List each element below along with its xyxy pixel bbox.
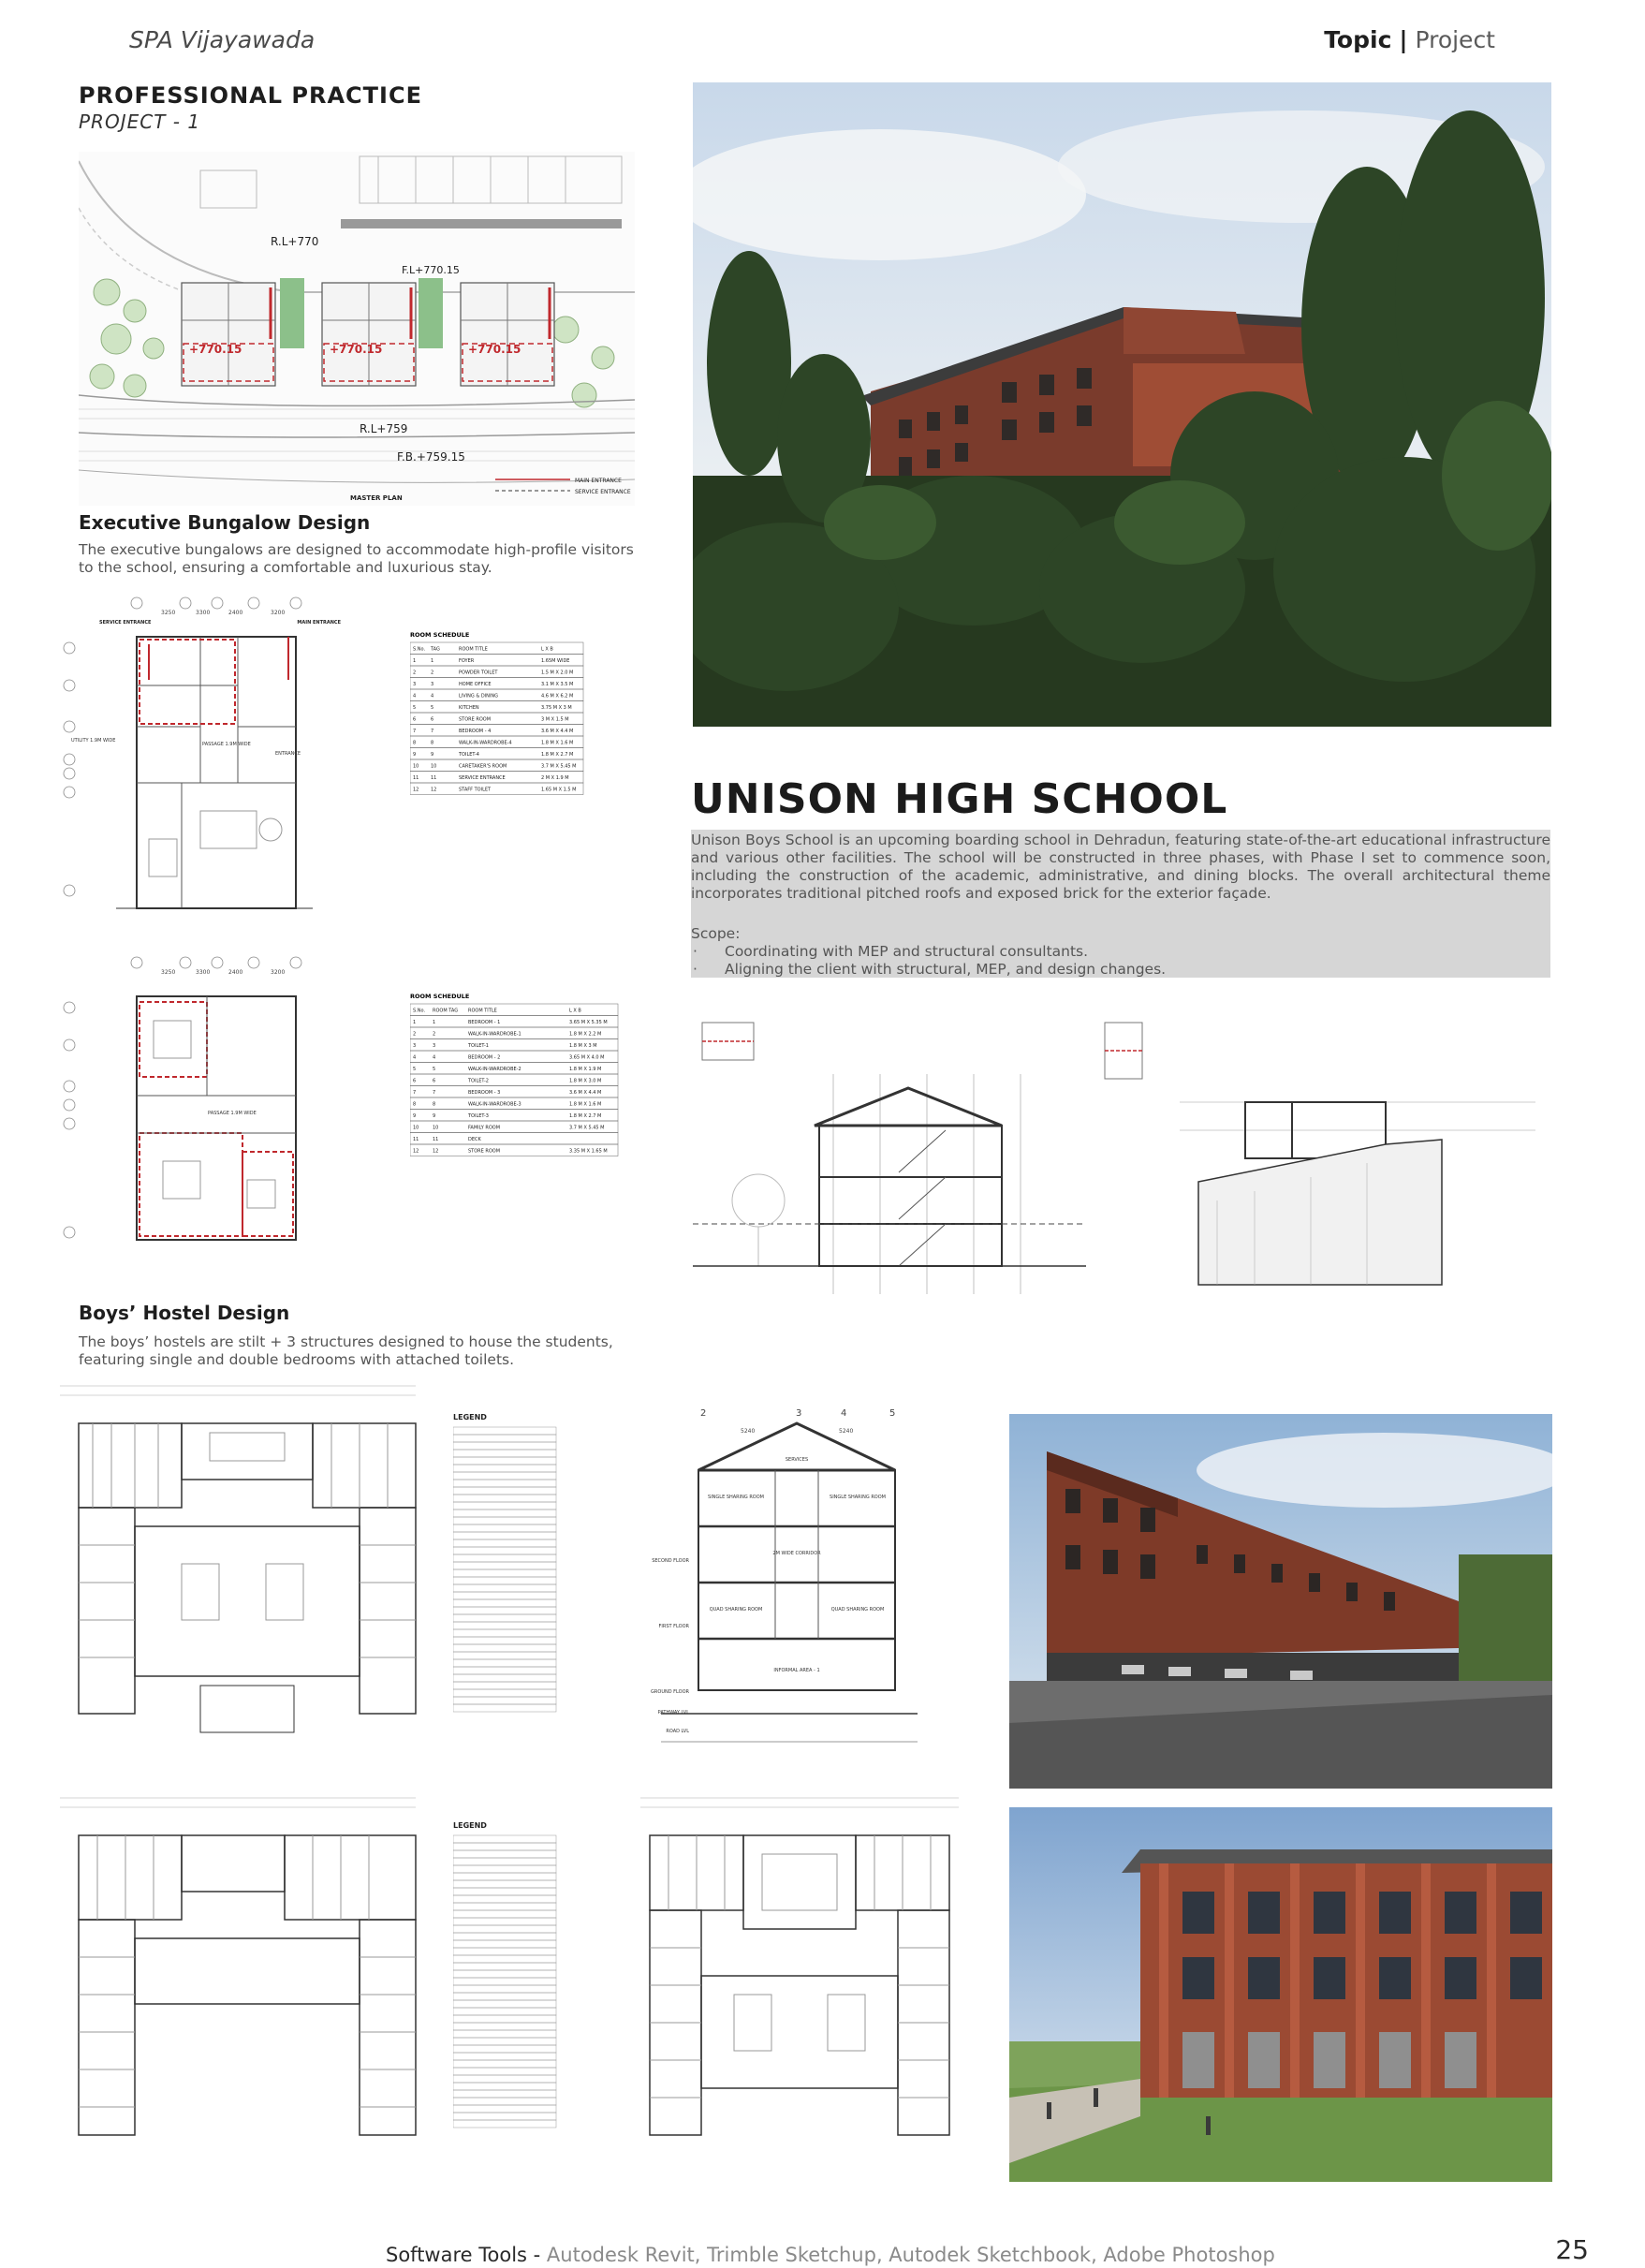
legend-row: [453, 1450, 556, 1457]
schedule-cell: 3: [413, 1043, 417, 1049]
section-label: QUAD SHARING ROOM: [830, 1607, 885, 1613]
hostel-description: The boys’ hostels are stilt + 3 structures designed to house the students, featuring single and double bedrooms with attached toilets.: [79, 1333, 613, 1368]
schedule-cell: TOILET-3: [468, 1113, 489, 1119]
legend-row: [453, 1674, 556, 1682]
schedule-cell: 9: [413, 752, 417, 758]
dim-label: 3250: [161, 610, 176, 616]
plan-label-master: MASTER PLAN: [350, 494, 403, 502]
schedule-cell: 5: [433, 1067, 436, 1072]
legend-row: [453, 1895, 556, 1903]
schedule-cell: 3.6 M X 4.4 M: [569, 1090, 602, 1096]
schedule-cell: 5: [413, 1067, 417, 1072]
dim-label: 3250: [161, 969, 176, 976]
schedule-cell: 9: [431, 752, 434, 758]
schedule-cell: S.No.: [413, 1008, 426, 1014]
schedule-cell: 5: [413, 705, 417, 711]
schedule-cell: 7: [433, 1090, 436, 1096]
legend-row: [453, 1465, 556, 1472]
schedule-cell: WALK-IN-WARDROBE-1: [468, 1031, 521, 1038]
schedule-cell: 10: [433, 1125, 439, 1131]
plan-label-service-entrance: SERVICE ENTRANCE: [99, 620, 152, 626]
legend-row: [453, 1614, 556, 1622]
scope-list: [691, 943, 1166, 979]
schedule-cell: 3.35 M X 1.65 M: [569, 1148, 608, 1155]
legend-row: [453, 1547, 556, 1554]
schedule-cell: BEDROOM - 3: [468, 1090, 501, 1096]
footer-tools: Autodesk Revit, Trimble Sketchup, Autodek Sketchbook, Adobe Photoshop: [546, 2244, 1275, 2266]
legend-row: [453, 1629, 556, 1637]
legend-label: LEGEND: [453, 1413, 487, 1421]
legend-row: [453, 1644, 556, 1652]
footer-label: Software Tools -: [386, 2244, 541, 2266]
legend-row: [453, 1472, 556, 1480]
schedule-cell: 7: [431, 729, 434, 734]
schedule-cell: 1: [431, 658, 434, 664]
schedule-cell: 11: [431, 775, 437, 781]
topic-value: Project: [1415, 26, 1495, 53]
schedule-cell: TOILET-1: [468, 1043, 489, 1049]
schedule-cell: 2: [433, 1031, 436, 1038]
hostel-legend-1: [453, 1412, 594, 1721]
legend-row: [453, 1502, 556, 1510]
schedule-cell: 1.8 M X 2.7 M: [541, 752, 574, 758]
room-schedule-2: [410, 991, 622, 1157]
schedule-cell: 4: [413, 693, 417, 700]
schedule-cell: 3.75 M X 3 M: [541, 705, 572, 711]
master-plan-drawing: [79, 152, 635, 506]
schedule-cell: STORE ROOM: [468, 1148, 501, 1155]
schedule-cell: 6: [413, 1078, 417, 1084]
legend-row: [453, 1888, 556, 1895]
schedule-cell: 3.65 M X 4.0 M: [569, 1054, 605, 1061]
schedule-cell: 1: [413, 658, 417, 664]
legend-row: [453, 1584, 556, 1592]
topic-key: Topic: [1324, 26, 1392, 53]
schedule-cell: ROOM TAG: [433, 1008, 459, 1014]
legend-row: [453, 1925, 556, 1933]
schedule-cell: FAMILY ROOM: [468, 1125, 501, 1131]
section-label: SINGLE SHARING ROOM: [830, 1495, 886, 1500]
schedule-cell: 1.8 M X 3 M: [569, 1043, 597, 1049]
level-label: ROAD LVL: [666, 1729, 689, 1734]
scope-item: · Aligning the client with structural, MEP, and design changes.: [691, 961, 1166, 979]
school-title: UNISON HIGH SCHOOL: [691, 775, 1228, 823]
schedule-cell: 1.8 M X 1.6 M: [569, 1101, 602, 1108]
schedule-cell: BEDROOM - 1: [468, 1020, 501, 1025]
level-label: SECOND FLOOR: [652, 1558, 689, 1564]
legend-row: [453, 1704, 556, 1712]
legend-row: [453, 1427, 556, 1435]
legend-row: [453, 2075, 556, 2083]
section-label: INFORMAL AREA - 1: [773, 1668, 820, 1673]
legend-row: [453, 1850, 556, 1858]
schedule-cell: KITCHEN: [459, 705, 479, 711]
plan-label-service-entrance: SERVICE ENTRANCE: [575, 489, 631, 495]
schedule-title: ROOM SCHEDULE: [410, 993, 470, 1000]
hostel-render-1: [1009, 1414, 1552, 1789]
schedule-cell: WALK-IN-WARDROBE-4: [459, 740, 512, 746]
legend-row: [453, 2090, 556, 2098]
schedule-cell: 12: [413, 1148, 419, 1155]
schedule-cell: 5: [431, 705, 434, 711]
level-label: PATHWAY LVL: [657, 1710, 689, 1716]
plan-label-main-entrance: MAIN ENTRANCE: [575, 478, 622, 484]
schedule-cell: 6: [431, 716, 434, 723]
dim-label: 3200: [271, 969, 286, 976]
plan-label-utility: UTILITY 1.9M WIDE: [71, 738, 116, 744]
section-label: SERVICES: [785, 1457, 809, 1463]
schedule-cell: 12: [433, 1148, 439, 1155]
plan-label-fl: +770.15: [330, 343, 383, 356]
legend-row: [453, 1532, 556, 1539]
plan-label-fb: F.B.+759.15: [397, 450, 465, 464]
plan-label-fl: +770.15: [468, 343, 521, 356]
dim-label: 2400: [228, 969, 243, 976]
bungalow-description: The executive bungalows are designed to accommodate high-profile visitors to the school, ensuring a comfortable and luxurious stay.: [79, 541, 634, 576]
site-sections-drawing: [693, 1013, 1535, 1294]
schedule-cell: 2 M X 1.9 M: [541, 775, 569, 781]
bungalow-heading: Executive Bungalow Design: [79, 511, 371, 534]
legend-row: [453, 2113, 556, 2120]
legend-row: [453, 2120, 556, 2128]
legend-label: LEGEND: [453, 1821, 487, 1830]
legend-row: [453, 1480, 556, 1487]
plan-label-main-entrance: MAIN ENTRANCE: [297, 620, 341, 626]
schedule-cell: 8: [413, 740, 417, 746]
legend-row: [453, 2060, 556, 2068]
schedule-cell: 8: [433, 1101, 436, 1108]
legend-row: [453, 1667, 556, 1674]
schedule-cell: DECK: [468, 1137, 481, 1142]
legend-row: [453, 2068, 556, 2075]
legend-row: [453, 1993, 556, 2000]
schedule-cell: 1.8 M X 3.0 M: [569, 1078, 602, 1084]
schedule-cell: 4: [413, 1054, 417, 1061]
schedule-cell: 6: [433, 1078, 436, 1084]
schedule-row: [410, 1133, 618, 1145]
legend-row: [453, 1955, 556, 1963]
schedule-cell: 8: [413, 1101, 417, 1108]
legend-row: [453, 1539, 556, 1547]
legend-row: [453, 1940, 556, 1948]
schedule-cell: 3: [433, 1043, 436, 1049]
dim-label: 5240: [741, 1428, 756, 1435]
legend-row: [453, 1569, 556, 1577]
legend-row: [453, 1435, 556, 1442]
schedule-cell: 2: [413, 1031, 417, 1038]
hostel-render-2: [1009, 1807, 1552, 2182]
legend-row: [453, 1592, 556, 1599]
schedule-cell: 10: [413, 1125, 419, 1131]
legend-row: [453, 1495, 556, 1502]
schedule-cell: STORE ROOM: [459, 716, 492, 723]
legend-row: [453, 1978, 556, 1985]
plan-label-entrance: ENTRANCE: [275, 751, 301, 757]
schedule-cell: L X B: [541, 646, 553, 653]
schedule-cell: 1.8 M X 2.2 M: [569, 1031, 602, 1038]
hostel-second-plan: [631, 1789, 968, 2163]
schedule-cell: WALK-IN-WARDROBE-2: [468, 1067, 521, 1072]
schedule-cell: 4.6 M X 6.2 M: [541, 693, 574, 700]
schedule-cell: 3 M X 1.5 M: [541, 716, 569, 723]
dim-label: 3200: [271, 610, 286, 616]
legend-row: [453, 2083, 556, 2090]
legend-row: [453, 1689, 556, 1697]
legend-row: [453, 1487, 556, 1495]
legend-row: [453, 1510, 556, 1517]
practice-title: PROFESSIONAL PRACTICE: [79, 82, 422, 109]
section-label: SINGLE SHARING ROOM: [708, 1495, 764, 1500]
legend-row: [453, 2030, 556, 2038]
schedule-cell: 1.65 M X 1.5 M: [541, 787, 577, 793]
schedule-cell: 3.7 M X 5.45 M: [541, 763, 577, 770]
legend-row: [453, 1599, 556, 1607]
legend-row: [453, 1442, 556, 1450]
legend-row: [453, 1577, 556, 1584]
scope-block: [691, 925, 1166, 979]
legend-row: [453, 1524, 556, 1532]
page-number: 25: [1555, 2234, 1589, 2265]
legend-row: [453, 1910, 556, 1918]
practice-subtitle: PROJECT - 1: [79, 110, 201, 133]
legend-row: [453, 1880, 556, 1888]
schedule-cell: SERVICE ENTRANCE: [459, 775, 506, 781]
hostel-legend-2: [453, 1820, 594, 2139]
schedule-cell: 3.65 M X 5.35 M: [569, 1020, 608, 1025]
legend-row: [453, 2000, 556, 2008]
schedule-cell: 3.1 M X 3.5 M: [541, 682, 574, 687]
topic-separator: |: [1399, 26, 1408, 53]
schedule-cell: 1.8 M X 2.7 M: [569, 1113, 602, 1119]
legend-row: [453, 1517, 556, 1524]
legend-row: [453, 1903, 556, 1910]
hostel-first-plan: [41, 1789, 434, 2163]
legend-row: [453, 1622, 556, 1629]
legend-row: [453, 1652, 556, 1659]
schedule-cell: 10: [431, 763, 437, 770]
schedule-cell: 1: [413, 1020, 417, 1025]
schedule-cell: 3.7 M X 5.45 M: [569, 1125, 605, 1131]
schedule-cell: ROOM TITLE: [459, 646, 488, 653]
schedule-cell: 9: [433, 1113, 436, 1119]
legend-row: [453, 1457, 556, 1465]
hostel-section-drawing: [577, 1405, 918, 1753]
legend-row: [453, 1933, 556, 1940]
grid-label: 4: [841, 1408, 847, 1419]
schedule-cell: 7: [413, 1090, 417, 1096]
schedule-cell: 3: [431, 682, 434, 687]
legend-row: [453, 1918, 556, 1925]
schedule-cell: 12: [413, 787, 419, 793]
schedule-cell: 1.5 M X 2.0 M: [541, 670, 574, 676]
topic-label: [1324, 26, 1495, 53]
legend-row: [453, 1659, 556, 1667]
legend-row: [453, 1682, 556, 1689]
schedule-cell: 10: [413, 763, 419, 770]
schedule-cell: 1: [433, 1020, 436, 1025]
schedule-cell: LIVING & DINING: [459, 693, 499, 700]
schedule-cell: 11: [413, 775, 419, 781]
schedule-cell: STAFF TOILET: [459, 787, 492, 793]
legend-row: [453, 1948, 556, 1955]
legend-row: [453, 2023, 556, 2030]
schedule-cell: 1.8 M X 1.6 M: [541, 740, 574, 746]
schedule-cell: 6: [413, 716, 417, 723]
legend-row: [453, 1843, 556, 1850]
schedule-cell: 7: [413, 729, 417, 734]
schedule-cell: 3: [413, 682, 417, 687]
level-label: FIRST FLOOR: [658, 1624, 689, 1629]
legend-row: [453, 2008, 556, 2015]
legend-row: [453, 1835, 556, 1843]
legend-row: [453, 2098, 556, 2105]
grid-label: 5: [889, 1408, 896, 1419]
schedule-cell: 9: [413, 1113, 417, 1119]
grid-label: 3: [796, 1408, 802, 1419]
schedule-cell: POWDER TOILET: [459, 670, 498, 676]
schedule-cell: L X B: [569, 1008, 581, 1014]
schedule-cell: BEDROOM - 2: [468, 1054, 501, 1061]
school-hero-render: [693, 82, 1551, 727]
schedule-cell: 1.65M WIDE: [541, 658, 570, 664]
schedule-cell: WALK-IN-WARDROBE-3: [468, 1101, 521, 1108]
schedule-cell: 3.6 M X 4.4 M: [541, 729, 574, 734]
legend-row: [453, 2015, 556, 2023]
schedule-cell: TAG: [431, 646, 440, 653]
schedule-cell: TOILET-4: [459, 752, 479, 758]
legend-row: [453, 1873, 556, 1880]
legend-row: [453, 1697, 556, 1704]
legend-row: [453, 1607, 556, 1614]
dim-label: 2400: [228, 610, 243, 616]
schedule-cell: HOME OFFICE: [459, 682, 492, 687]
legend-row: [453, 1970, 556, 1978]
schedule-cell: 1.8 M X 1.9 M: [569, 1067, 602, 1072]
plan-label-fl: +770.15: [189, 343, 242, 356]
legend-row: [453, 1562, 556, 1569]
schedule-cell: 2: [413, 670, 417, 676]
school-description: Unison Boys School is an upcoming boarding school in Dehradun, featuring state-of-the-art educational infrastructure and various other facilities. The school will be constructed in three phases, with Phase I set to commence soon, including the construction of the academic, administrative, and dining blocks. The overall architectural theme incorporates traditional pitched roofs and exposed brick for the exterior façade.: [691, 832, 1550, 902]
room-schedule-1: [410, 629, 588, 807]
software-tools: [386, 2244, 1275, 2266]
section-label: 2M WIDE CORRIDOR: [772, 1551, 821, 1556]
institution-name: SPA Vijayawada: [129, 26, 316, 53]
schedule-cell: TOILET-2: [468, 1078, 489, 1084]
schedule-cell: ROOM TITLE: [468, 1008, 497, 1014]
legend-row: [453, 2105, 556, 2113]
scope-item: · Coordinating with MEP and structural consultants.: [691, 943, 1166, 961]
schedule-title: ROOM SCHEDULE: [410, 631, 470, 639]
legend-row: [453, 1865, 556, 1873]
legend-row: [453, 1554, 556, 1562]
legend-row: [453, 1963, 556, 1970]
grid-label: 2: [700, 1408, 707, 1419]
schedule-cell: 4: [433, 1054, 436, 1061]
plan-label-rl-bottom: R.L+759: [360, 422, 408, 435]
dim-label: 5240: [839, 1428, 854, 1435]
bungalow-first-plan: [60, 955, 360, 1255]
legend-row: [453, 1858, 556, 1865]
schedule-cell: FOYER: [459, 658, 475, 664]
schedule-cell: 11: [433, 1137, 439, 1142]
plan-label-passage: PASSAGE 1.9M WIDE: [202, 742, 251, 747]
legend-row: [453, 2053, 556, 2060]
plan-label-passage: PASSAGE 1.9M WIDE: [208, 1111, 257, 1116]
legend-row: [453, 2045, 556, 2053]
hostel-ground-plan: [41, 1377, 434, 1751]
plan-label-fl-top: F.L+770.15: [402, 264, 460, 276]
schedule-cell: CARETAKER'S ROOM: [459, 763, 507, 770]
level-label: GROUND FLOOR: [651, 1689, 689, 1695]
hostel-heading: Boys’ Hostel Design: [79, 1302, 290, 1324]
schedule-cell: 4: [431, 693, 434, 700]
schedule-cell: S.No.: [413, 646, 426, 653]
dim-label: 3300: [196, 969, 211, 976]
section-label: QUAD SHARING ROOM: [709, 1607, 763, 1613]
schedule-cell: 8: [431, 740, 434, 746]
legend-row: [453, 2038, 556, 2045]
legend-row: [453, 1985, 556, 1993]
dim-label: 3300: [196, 610, 211, 616]
plan-label-rl: R.L+770: [271, 235, 319, 248]
legend-row: [453, 1637, 556, 1644]
bungalow-ground-plan: [60, 596, 360, 933]
schedule-cell: 11: [413, 1137, 419, 1142]
schedule-cell: 2: [431, 670, 434, 676]
scope-label: Scope:: [691, 925, 741, 942]
schedule-cell: BEDROOM - 4: [459, 729, 492, 734]
schedule-cell: 12: [431, 787, 437, 793]
